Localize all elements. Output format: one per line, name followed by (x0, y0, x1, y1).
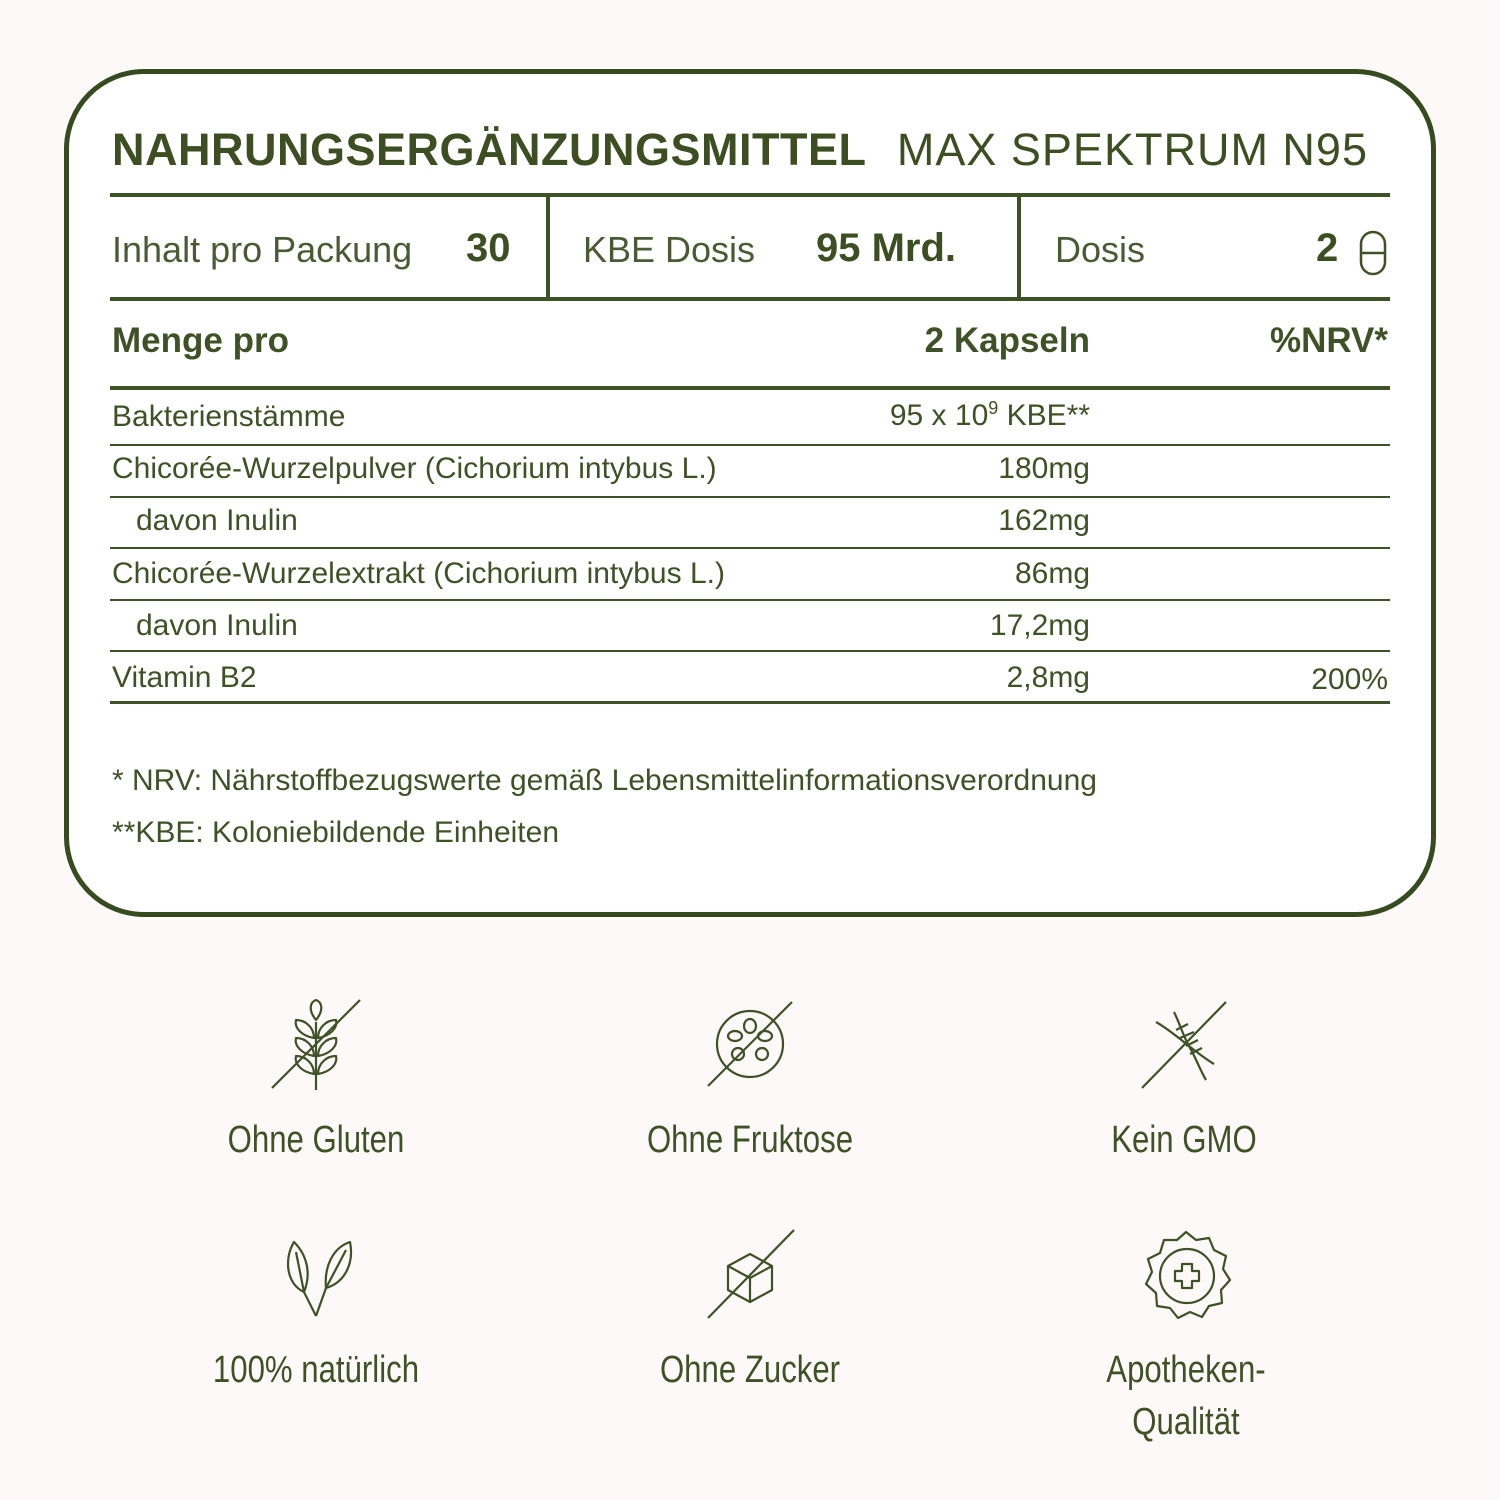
table-row-amount: 17,2mg (989, 609, 1090, 642)
feature-no-gmo (1024, 998, 1344, 1166)
fruit-slice-crossed-icon (700, 998, 800, 1092)
divider (1017, 195, 1021, 299)
dose-label: Dosis (1055, 229, 1146, 270)
table-row-amount: 86mg (1014, 557, 1090, 590)
table-row-amount: 162mg (998, 504, 1090, 537)
divider (110, 547, 1390, 549)
table-row-name: Chicorée-Wurzelpulver (Cichorium intybus L.) (112, 452, 717, 485)
feature-label: Apotheken- Qualität (1106, 1349, 1266, 1443)
table-row-name: davon Inulin (136, 609, 298, 642)
divider (110, 650, 1390, 652)
kbe-value: 95 Mrd. (816, 226, 957, 270)
feature-label: Ohne Zucker (659, 1349, 841, 1391)
feature-gluten-free (156, 998, 476, 1166)
table-header-amount: 2 Kapseln (924, 321, 1090, 360)
table-header-nrv: %NRV* (1269, 321, 1388, 360)
content-value: 30 (466, 226, 511, 270)
wheat-crossed-icon (266, 998, 366, 1092)
footnote: **KBE: Koloniebildende Einheiten (112, 816, 559, 849)
dose-value: 2 (1316, 226, 1339, 270)
feature-label: Kein GMO (1111, 1119, 1257, 1161)
dna-crossed-icon (1134, 998, 1234, 1092)
table-row-name: davon Inulin (136, 504, 298, 537)
capsule-icon (1358, 230, 1388, 276)
footnote: * NRV: Nährstoffbezugswerte gemäß Lebensmittelinformationsverordnung (112, 764, 1097, 797)
pharmacy-seal-icon (1136, 1228, 1236, 1322)
divider (546, 195, 550, 299)
content-label: Inhalt pro Packung (112, 229, 413, 270)
table-row-amount: 2,8mg (1006, 661, 1090, 694)
table-row-amount: 180mg (998, 452, 1090, 485)
feature-label: 100% natürlich (212, 1349, 420, 1391)
divider (110, 701, 1390, 704)
divider (110, 297, 1390, 301)
divider (110, 444, 1390, 446)
kbe-label: KBE Dosis (583, 229, 756, 270)
table-row-nrv: 200% (1311, 663, 1388, 696)
table-row-name: Vitamin B2 (112, 661, 257, 694)
sugar-cube-crossed-icon (700, 1228, 800, 1322)
table-row-name: Bakterienstämme (112, 400, 346, 433)
title-product: MAX SPEKTRUM N95 (896, 124, 1368, 175)
table-row-amount: 95 x $10^9$ KBE** (889, 398, 1090, 432)
feature-label: Ohne Fruktose (646, 1119, 854, 1161)
divider (110, 496, 1390, 498)
feature-natural (156, 1228, 476, 1396)
leaves-icon (266, 1228, 366, 1322)
divider (110, 193, 1390, 197)
title-category: NAHRUNGSERGÄNZUNGSMITTEL (112, 124, 867, 175)
divider (110, 386, 1390, 390)
feature-fructose-free (590, 998, 910, 1166)
table-header-name: Menge pro (112, 321, 289, 360)
feature-label: Ohne Gluten (227, 1119, 405, 1161)
panel-title (112, 124, 1390, 180)
divider (110, 599, 1390, 601)
feature-sugar-free (590, 1228, 910, 1396)
feature-pharmacy-quality (1026, 1228, 1346, 1448)
table-row-name: Chicorée-Wurzelextrakt (Cichorium intybus L.) (112, 557, 725, 590)
